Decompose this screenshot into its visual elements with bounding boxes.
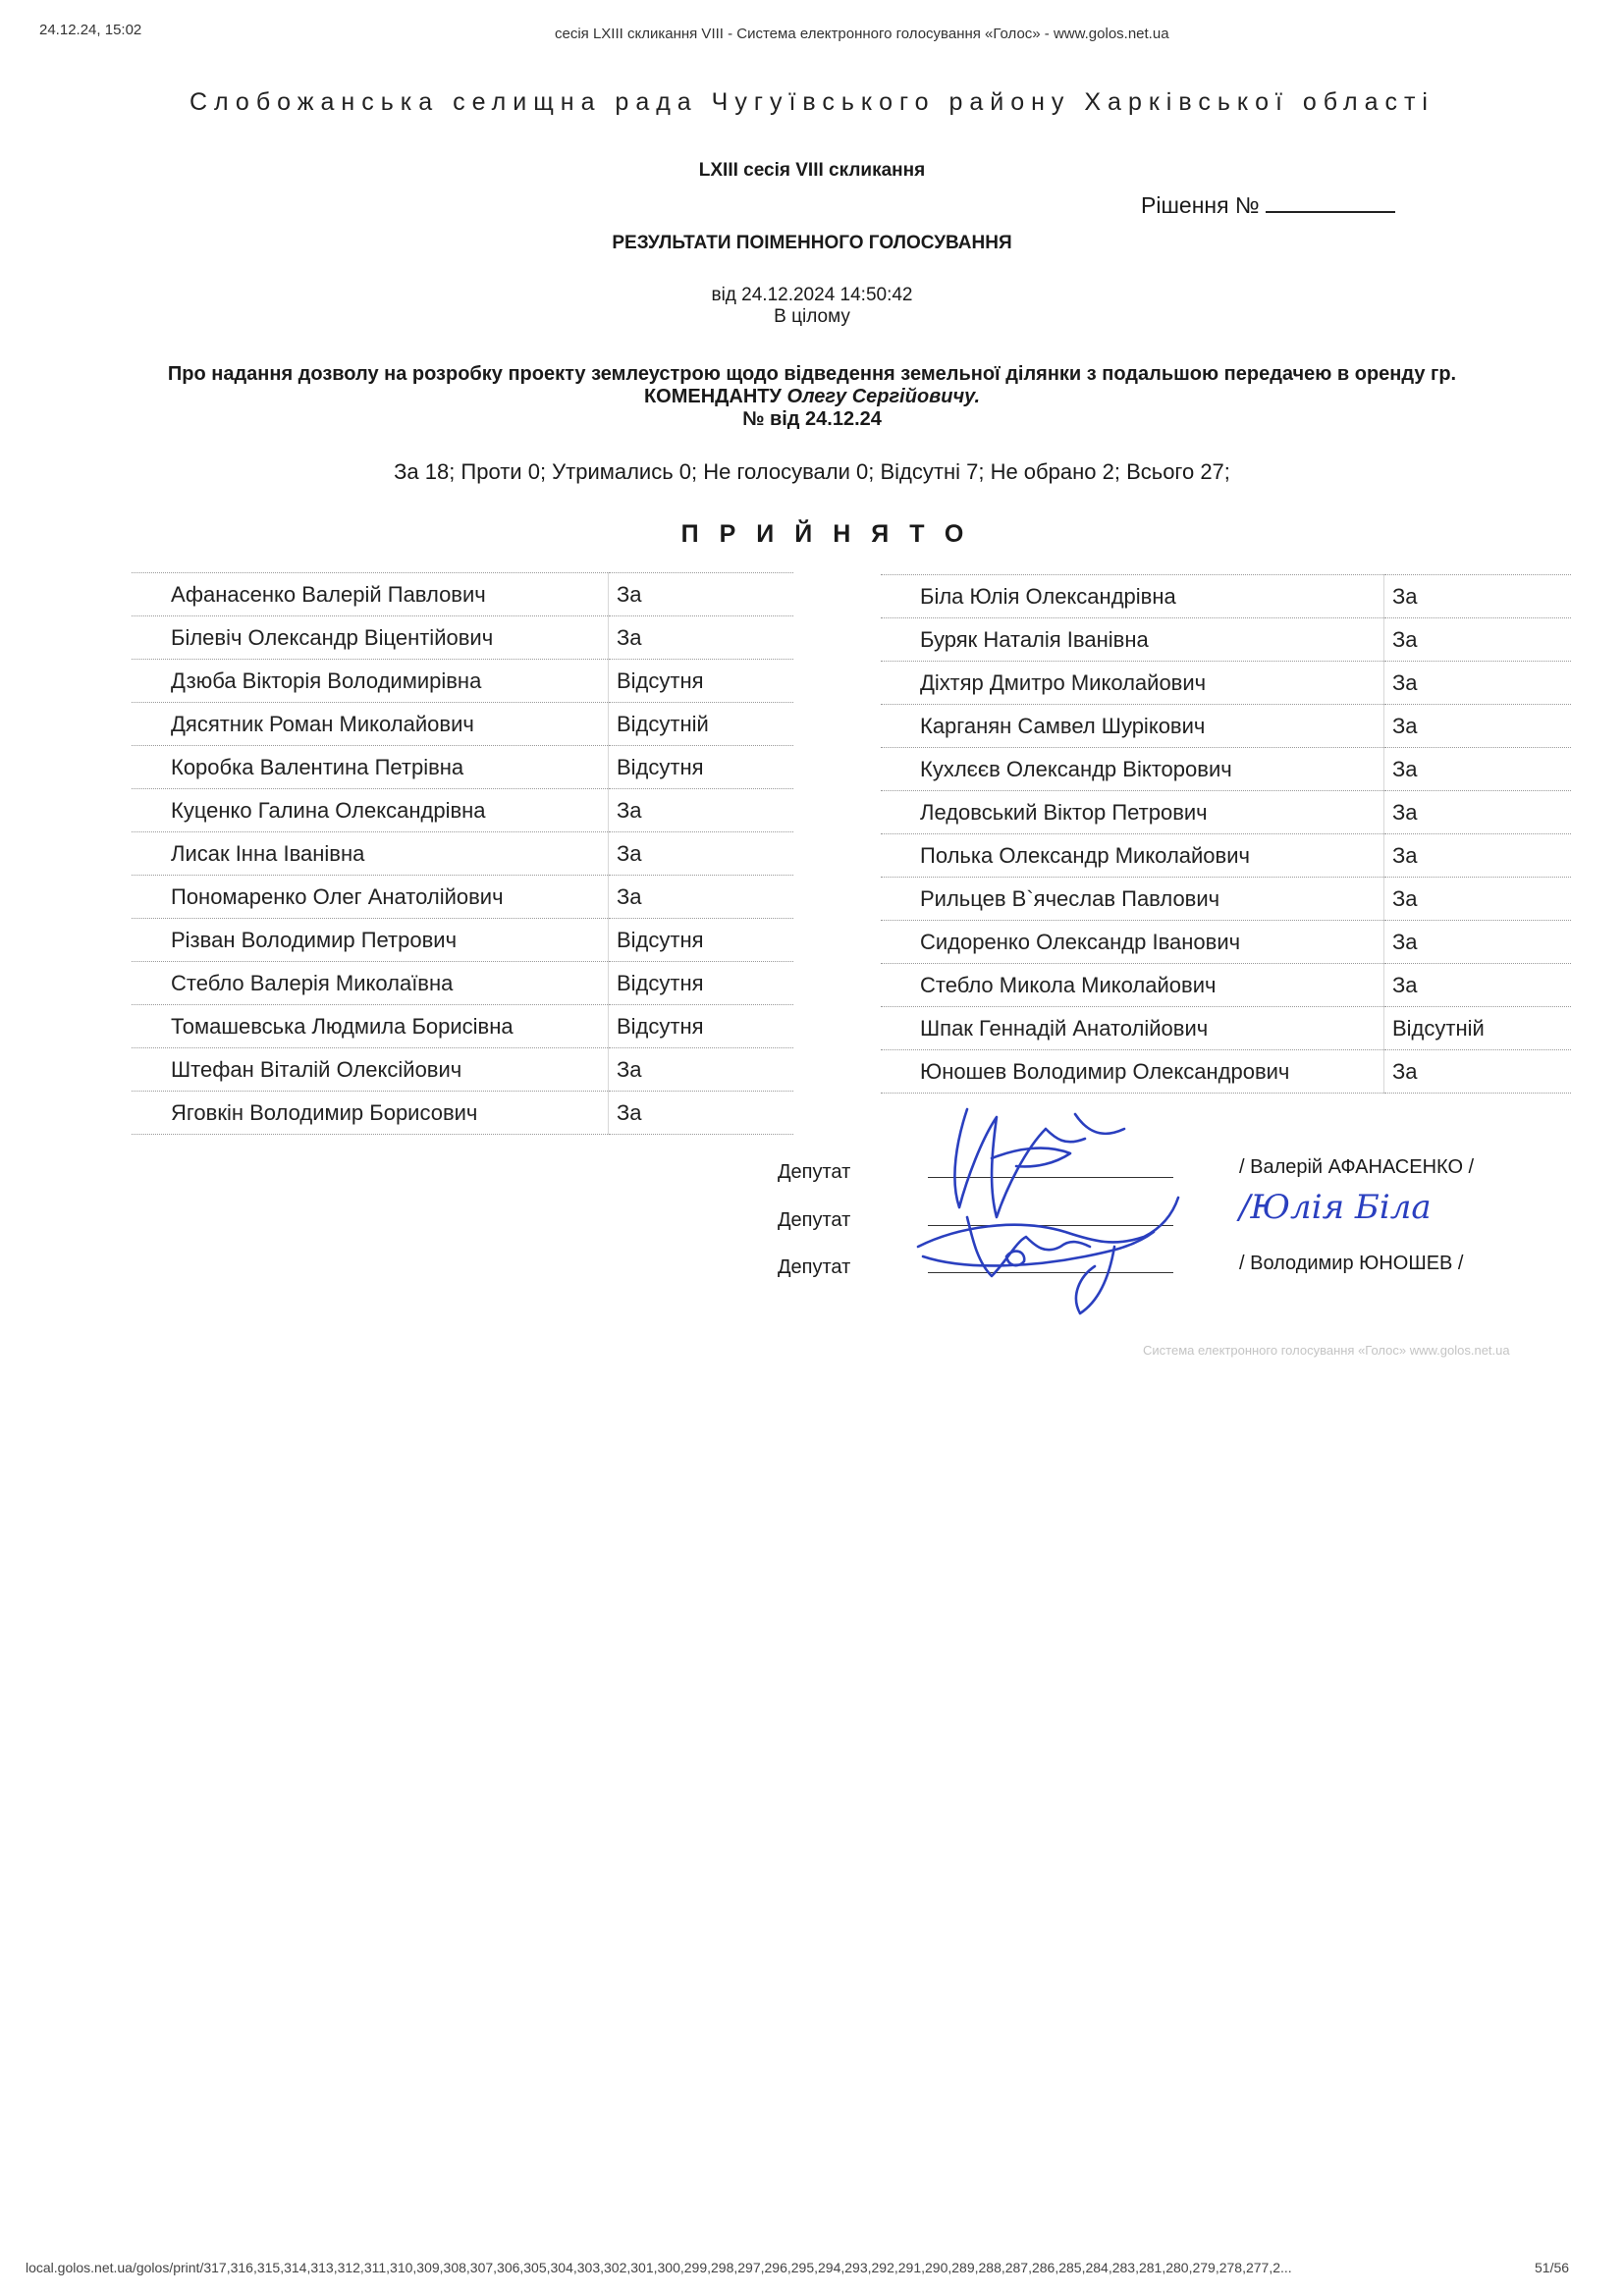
vote-row [881, 791, 1571, 834]
deputy-vote: За [609, 1048, 794, 1092]
signature-role-1: Депутат [778, 1161, 851, 1183]
vote-row [881, 878, 1571, 921]
deputy-name: Дзюба Вікторія Володимирівна [132, 660, 609, 703]
vote-table-right [881, 574, 1571, 1094]
deputy-vote: Відсутня [609, 746, 794, 789]
vote-row [881, 575, 1571, 618]
vote-row [132, 919, 793, 962]
vote-row [132, 1048, 793, 1092]
deputy-name: Кухлєєв Олександр Вікторович [881, 748, 1384, 791]
vote-row [132, 746, 793, 789]
deputy-vote: За [1384, 575, 1572, 618]
deputy-name: Стебло Микола Миколайович [881, 964, 1384, 1007]
vote-row [132, 616, 793, 660]
vote-row [881, 748, 1571, 791]
deputy-vote: Відсутня [609, 660, 794, 703]
vote-row [881, 618, 1571, 662]
deputy-name: Куценко Галина Олександрівна [132, 789, 609, 832]
decision-blank-line [1266, 193, 1395, 213]
print-url: local.golos.net.ua/golos/print/317,316,315,314,313,312,311,310,309,308,307,306,305,304,303,302,301,300,299,298,297,296,295,294,293,292,291,290,289,288,287,286,285,284,283,281,280,279,278,277,2... [26, 2260, 1292, 2275]
signature-role-2: Депутат [778, 1209, 851, 1231]
deputy-vote: За [1384, 1050, 1572, 1094]
vote-row [132, 1092, 793, 1135]
deputy-vote: Відсутня [609, 919, 794, 962]
vote-row [132, 832, 793, 876]
print-timestamp: 24.12.24, 15:02 [39, 22, 142, 38]
decision-subject [98, 363, 1526, 431]
system-watermark: Система електронного голосування «Голос» www.golos.net.ua [1143, 1343, 1510, 1358]
subject-line-2 [98, 386, 1526, 408]
result-adopted: ПРИЙНЯТО [680, 520, 985, 548]
deputy-name: Томашевська Людмила Борисівна [132, 1005, 609, 1048]
deputy-vote: За [609, 832, 794, 876]
decision-number [1141, 192, 1395, 219]
deputy-vote: Відсутня [609, 1005, 794, 1048]
subject-line-1: Про надання дозволу на розробку проекту землеустрою щодо відведення земельної ділянки з подальшою передачею в оренду гр. [167, 363, 1457, 385]
subject-surname: КОМЕНДАНТУ [643, 386, 782, 407]
deputy-name: Пономаренко Олег Анатолійович [132, 876, 609, 919]
subject-line-3: № від 24.12.24 [742, 408, 882, 430]
deputy-name: Діхтяр Дмитро Миколайович [881, 662, 1384, 705]
vote-row [132, 573, 793, 616]
vote-row [132, 660, 793, 703]
vote-summary: За 18; Проти 0; Утримались 0; Не голосували 0; Відсутні 7; Не обрано 2; Всього 27; [394, 459, 1230, 484]
deputy-name: Коробка Валентина Петрівна [132, 746, 609, 789]
deputy-vote: За [1384, 791, 1572, 834]
deputy-vote: Відсутній [609, 703, 794, 746]
vote-row [881, 834, 1571, 878]
deputy-name: Білевіч Олександр Віцентійович [132, 616, 609, 660]
deputy-vote: За [1384, 662, 1572, 705]
results-title: РЕЗУЛЬТАТИ ПОІМЕННОГО ГОЛОСУВАННЯ [612, 233, 1012, 253]
vote-date-block [0, 285, 1624, 328]
decision-label: Рішення № [1141, 192, 1260, 218]
deputy-name: Афанасенко Валерій Павлович [132, 573, 609, 616]
print-title: сесія LXIII скликання VIII - Система електронного голосування «Голос» - www.golos.net.ua [555, 26, 1169, 42]
deputy-name: Стебло Валерія Миколаївна [132, 962, 609, 1005]
vote-row [132, 962, 793, 1005]
signature-role-3: Депутат [778, 1256, 851, 1278]
deputy-vote: За [1384, 618, 1572, 662]
council-name: Слобожанська селищна рада Чугуївського району Харківської області [189, 88, 1435, 116]
deputy-vote: За [609, 1092, 794, 1135]
vote-row [881, 1007, 1571, 1050]
deputy-name: Ледовський Віктор Петрович [881, 791, 1384, 834]
deputy-vote: Відсутній [1384, 1007, 1572, 1050]
vote-row [881, 705, 1571, 748]
deputy-vote: За [1384, 964, 1572, 1007]
deputy-name: Шпак Геннадій Анатолійович [881, 1007, 1384, 1050]
vote-row [132, 703, 793, 746]
deputy-vote: За [1384, 878, 1572, 921]
handwritten-signature-bila: /Юлія Біла [1239, 1188, 1432, 1227]
vote-row [881, 1050, 1571, 1094]
deputy-vote: За [1384, 748, 1572, 791]
deputy-name: Лисак Інна Іванівна [132, 832, 609, 876]
vote-row [881, 921, 1571, 964]
vote-row [881, 964, 1571, 1007]
deputy-vote: За [1384, 705, 1572, 748]
deputy-name: Дясятник Роман Миколайович [132, 703, 609, 746]
page-number: 51/56 [1535, 2260, 1570, 2275]
vote-datetime: від 24.12.2024 14:50:42 [711, 285, 913, 305]
deputy-vote: За [609, 573, 794, 616]
signature-name-1: / Валерій АФАНАСЕНКО / [1239, 1156, 1475, 1178]
deputy-vote: За [609, 876, 794, 919]
session-title: LXIII сесія VIII скликання [698, 160, 926, 181]
deputy-name: Рильцев В`ячеслав Павлович [881, 878, 1384, 921]
deputy-name: Біла Юлія Олександрівна [881, 575, 1384, 618]
deputy-name: Різван Володимир Петрович [132, 919, 609, 962]
deputy-vote: За [1384, 921, 1572, 964]
signature-name-3: / Володимир ЮНОШЕВ / [1239, 1253, 1464, 1274]
vote-table-left [132, 572, 793, 1135]
vote-row [881, 662, 1571, 705]
deputy-name: Юношев Володимир Олександрович [881, 1050, 1384, 1094]
subject-given-names: Олегу Сергійовичу. [781, 386, 981, 407]
deputy-vote: За [609, 616, 794, 660]
deputy-vote: За [609, 789, 794, 832]
deputy-name: Штефан Віталій Олексійович [132, 1048, 609, 1092]
vote-row [132, 1005, 793, 1048]
deputy-vote: За [1384, 834, 1572, 878]
deputy-name: Сидоренко Олександр Іванович [881, 921, 1384, 964]
deputy-name: Карганян Самвел Шурікович [881, 705, 1384, 748]
vote-row [132, 876, 793, 919]
deputy-vote: Відсутня [609, 962, 794, 1005]
vote-reading: В цілому [774, 306, 850, 327]
deputy-name: Яговкін Володимир Борисович [132, 1092, 609, 1135]
deputy-name: Полька Олександр Миколайович [881, 834, 1384, 878]
handwritten-signatures [898, 1099, 1193, 1325]
vote-row [132, 789, 793, 832]
deputy-name: Буряк Наталія Іванівна [881, 618, 1384, 662]
